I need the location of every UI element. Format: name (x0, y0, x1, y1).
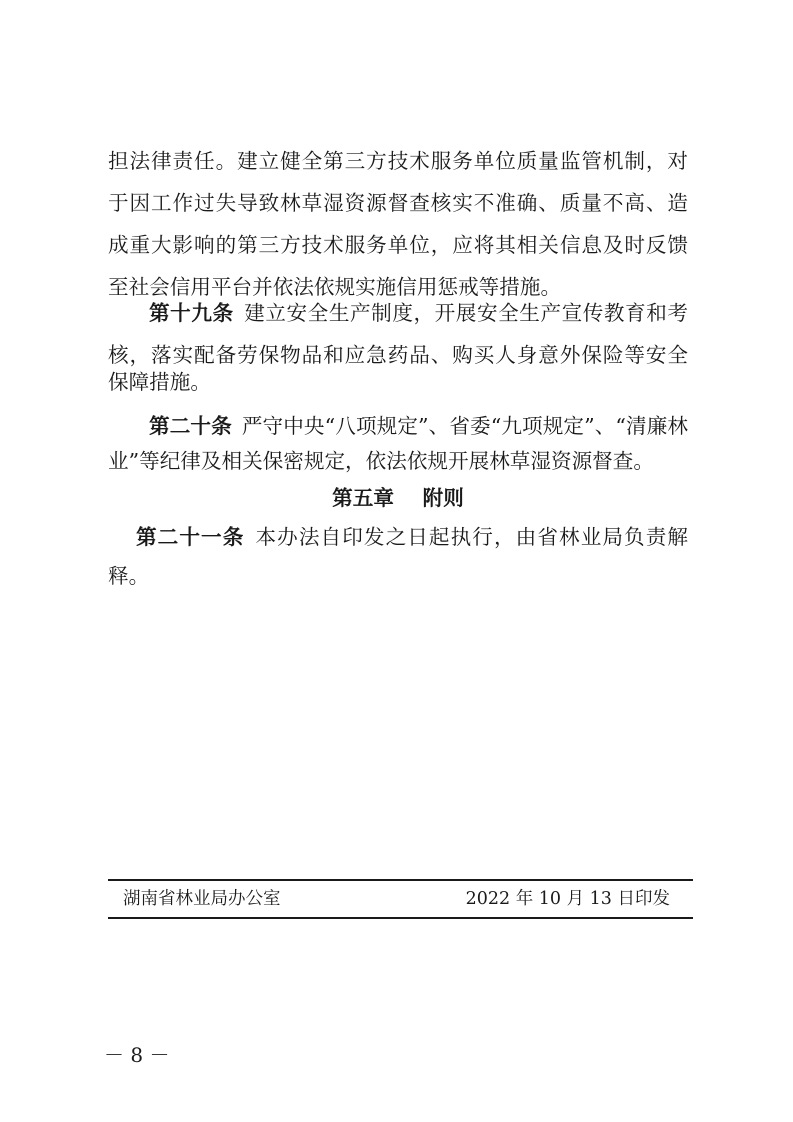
article-20-text: 严守中央“八项规定”、省委“九项规定”、“清廉林 (241, 414, 688, 438)
article-21-text: 本办法自印发之日起执行，由省林业局负责解 (254, 525, 688, 549)
article-21-first-line (136, 517, 688, 557)
paragraph-line: 至社会信用平台并依法依规实施信用惩戒等措施。 (108, 275, 562, 299)
paragraph-line: 核，落实配备劳保物品和应急药品、购买人身意外保险等安全 (108, 343, 688, 367)
paragraph-line: 担法律责任。建立健全第三方技术服务单位质量监管机制，对 (108, 149, 688, 173)
issuer-name: 湖南省林业局办公室 (123, 889, 281, 909)
paragraph-line: 释。 (108, 564, 150, 588)
paragraph-line: 业”等纪律及相关保密规定，依法依规开展林草湿资源督查。 (108, 449, 654, 473)
article-19-title: 第十九条 (149, 301, 234, 325)
page-number: － 8 － (104, 1043, 170, 1067)
paragraph-line: 于因工作过失导致林草湿资源督查核实不准确、质量不高、造 (108, 191, 688, 215)
article-21-title: 第二十一条 (136, 525, 245, 549)
article-19-first-line (149, 293, 688, 333)
article-20-first-line (149, 406, 688, 446)
paragraph-line: 保障措施。 (108, 370, 211, 394)
article-20-title: 第二十条 (149, 414, 232, 438)
footer-bottom-rule (108, 917, 693, 919)
issue-date: 2022 年 10 月 13 日印发 (465, 889, 670, 909)
chapter-heading: 第五章 附则 (332, 486, 464, 510)
article-19-text: 建立安全生产制度，开展安全生产宣传教育和考 (243, 301, 688, 325)
paragraph-line: 成重大影响的第三方技术服务单位，应将其相关信息及时反馈 (108, 233, 688, 257)
